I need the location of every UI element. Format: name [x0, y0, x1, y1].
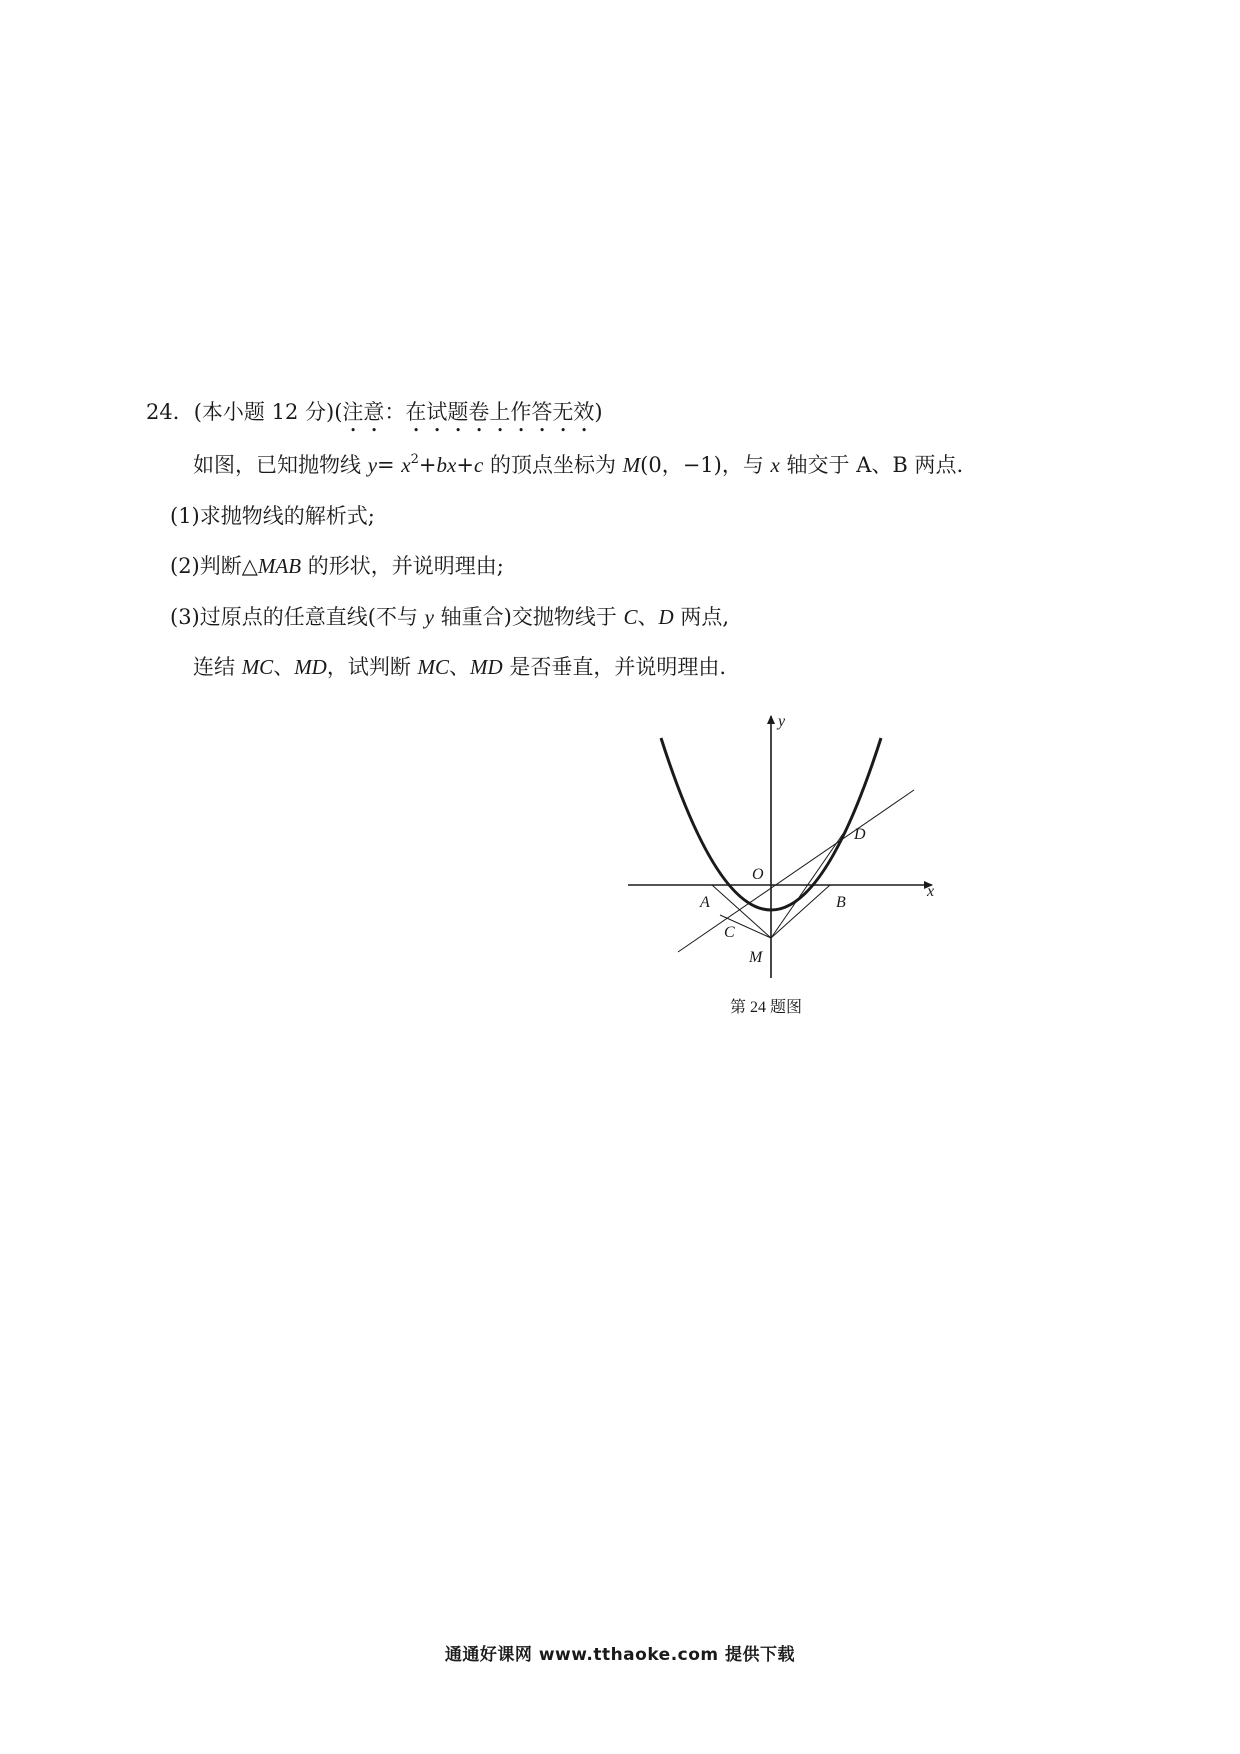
q3-prefix: (3)过原点的任意直线(不与	[170, 605, 425, 629]
eq-x: x	[401, 453, 411, 477]
eq-equals: =	[377, 453, 402, 477]
origin-line	[678, 790, 914, 952]
q3b-md-2: MD	[470, 655, 503, 679]
question-3-continued	[193, 653, 726, 681]
eq-y: y	[367, 453, 378, 477]
q2-suffix: 的形状，并说明理由;	[301, 554, 504, 578]
q3b-suffix: 是否垂直，并说明理由.	[502, 655, 727, 679]
intro-coords: (0，−1)，与	[640, 453, 771, 477]
intro-x: x	[770, 453, 780, 477]
segment-md	[771, 828, 847, 938]
q3-c: C	[623, 605, 638, 629]
q3b-prefix: 连结	[193, 655, 242, 679]
parabola-figure	[620, 708, 950, 1024]
q3b-sep-2: 、	[449, 655, 471, 679]
eq-plus-1: +	[418, 453, 437, 477]
q3-separator: 、	[637, 605, 659, 629]
problem-header	[146, 398, 603, 437]
question-3	[170, 603, 729, 631]
q3b-mc-1: MC	[241, 655, 274, 679]
point-d-label: D	[854, 826, 866, 843]
question-2	[170, 552, 504, 580]
intro-text-2: 的顶点坐标为	[483, 453, 623, 477]
x-axis-label: x	[927, 883, 935, 900]
warning-note: 注意：在试题卷上作答无效	[342, 400, 595, 424]
intro-m: M	[622, 453, 641, 477]
point-b-label: B	[836, 894, 846, 911]
q3-y: y	[424, 605, 434, 629]
score-note: (本小题 12 分)(	[193, 400, 343, 424]
intro-text-3: 轴交于 A、B 两点.	[779, 453, 964, 477]
eq-c: c	[473, 453, 484, 477]
point-a-label: A	[700, 894, 710, 911]
question-1: (1)求抛物线的解析式;	[170, 504, 375, 528]
figure-caption: 第 24 题图	[730, 999, 803, 1016]
close-paren: )	[594, 400, 603, 424]
q3-d: D	[658, 605, 674, 629]
eq-plus-2: +	[456, 453, 474, 477]
q3-suffix: 两点,	[673, 605, 730, 629]
y-axis-label: y	[778, 713, 786, 730]
q3b-middle: ，试判断	[326, 655, 418, 679]
q3-middle: 轴重合)交抛物线于	[433, 605, 624, 629]
segment-ma	[712, 885, 771, 938]
eq-exponent: 2	[410, 452, 419, 467]
problem-intro	[193, 451, 963, 479]
figure-svg	[620, 708, 950, 1024]
q3b-md-1: MD	[294, 655, 327, 679]
point-c-label: C	[724, 924, 735, 941]
problem-number: 24．	[146, 400, 194, 424]
q3b-mc-2: MC	[417, 655, 450, 679]
q3b-sep-1: 、	[273, 655, 295, 679]
origin-label: O	[752, 866, 764, 883]
eq-bx: bx	[436, 453, 457, 477]
q2-triangle: MAB	[257, 554, 302, 578]
point-m-label: M	[749, 949, 763, 966]
q2-prefix: (2)判断△	[170, 554, 258, 578]
intro-text-1: 如图，已知抛物线	[193, 453, 368, 477]
footer-credit: 通通好课网 www.tthaoke.com 提供下载	[444, 1645, 796, 1665]
segment-mb	[771, 885, 830, 938]
